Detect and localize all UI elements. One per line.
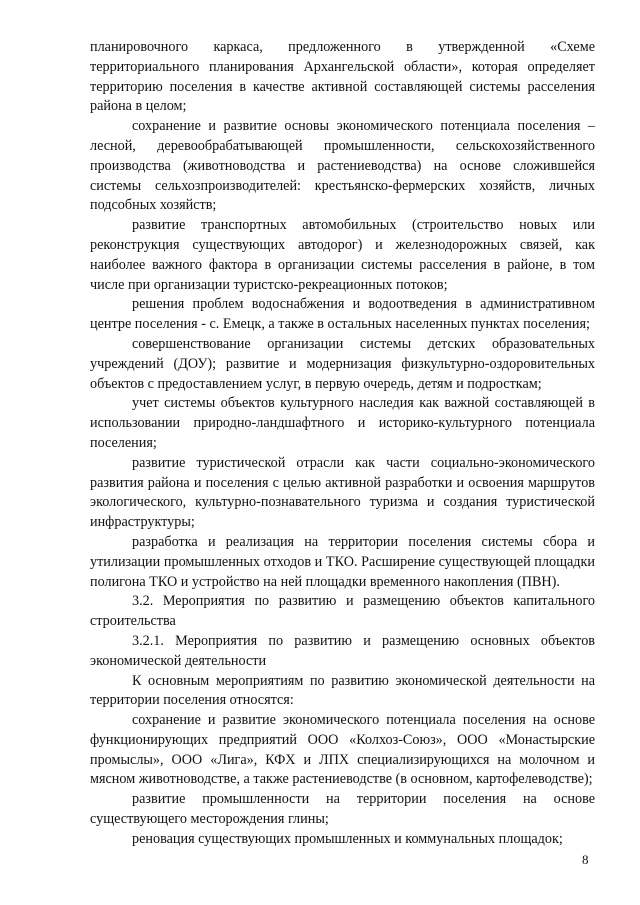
page-body [90,38,595,850]
paragraph-economic-potential: сохранение и развитие основы экономического потенциала поселения – лесной, деревообрабатывающей промышленности, сельскохозяйственного производства (животноводства и растениеводства) на основе сложившейся системы сельхозпроизводителей: крестьянско-фермерских хозяйств, личных подсобных хозяйств; [90,118,595,214]
paragraph-cultural-heritage: учет системы объектов культурного наследия как важной составляющей в использовании природно-ландшафтного и историко-культурного потенциала поселения; [90,395,595,451]
paragraph-intro-measures: К основным мероприятиям по развитию экономической деятельности на территории поселения относятся: [90,672,595,709]
paragraph-clay-deposit: развитие промышленности на территории поселения на основе существующего месторождения глины; [90,791,595,828]
paragraph-continuation: планировочного каркаса, предложенного в утвержденной «Схеме территориального планирования Архангельской области», которая определяет территорию поселения в качестве активной составляющей системы расселения района в целом; [90,39,595,115]
paragraph-waste: разработка и реализация на территории поселения системы сбора и утилизации промышленных отходов и ТКО. Расширение существующей площадки полигона ТКО и устройство на ней площадки временного накопления (ПВН). [90,533,595,590]
paragraph-water-supply: решения проблем водоснабжения и водоотведения в административном центре поселения - с. Емецк, а также в остальных населенных пунктах поселения; [90,296,595,333]
paragraph-transport: развитие транспортных автомобильных (строительство новых или реконструкция существующих автодорог) и железнодорожных связей, как наиболее важного фактора в организации системы расселения в районе, в том числе при организации туристско-рекреационных потоков; [90,217,595,293]
paragraph-enterprises: сохранение и развитие экономического потенциала поселения на основе функционирующих предприятий ООО «Колхоз-Союз», ООО «Монастырские промыслы», ООО «Лига», КФХ и ЛПХ специализирующихся на молочном и мясном животноводстве, а также растениеводстве (в основном, картофелеводстве); [90,712,595,788]
page-number: 8 [582,852,589,867]
section-heading-3-2-1: 3.2.1. Мероприятия по развитию и размещению основных объектов экономической деятельности [90,632,595,669]
paragraph-renovation: реновация существующих промышленных и коммунальных площадок; [132,830,563,847]
paragraph-tourism: развитие туристической отрасли как части социально-экономического развития района и поселения с целью активной разработки и освоения маршрутов экологического, культурно-познавательного туризма и создания туристической инфраструктуры; [90,454,595,531]
paragraph-education: совершенствование организации системы детских образовательных учреждений (ДОУ); развитие и модернизация физкультурно-оздоровительных объектов с предоставлением услуг, в первую очередь, детям и подросткам; [90,335,595,392]
section-heading-3-2: 3.2. Мероприятия по развитию и размещению объектов капитального строительства [90,593,595,630]
